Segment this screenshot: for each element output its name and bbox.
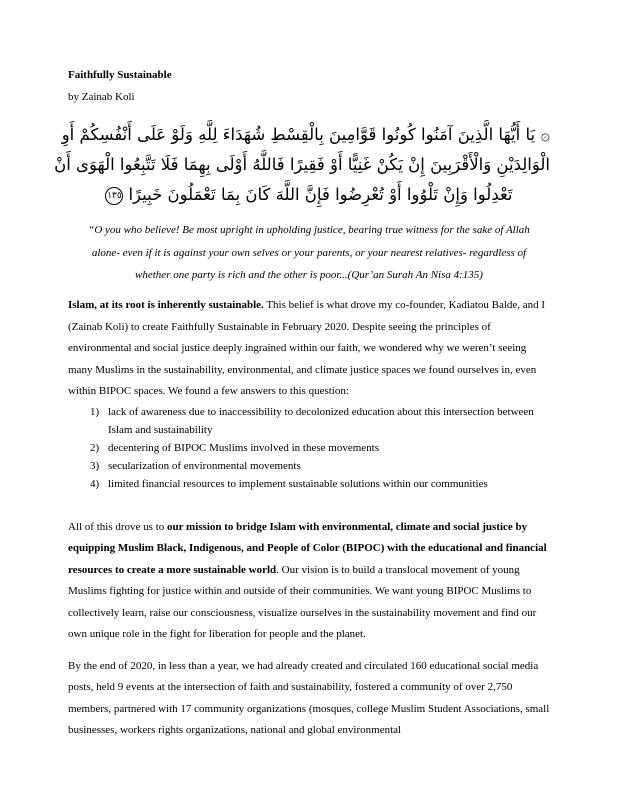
document-title: Faithfully Sustainable bbox=[68, 69, 172, 81]
paragraph-mission-lead: All of this drove us to bbox=[68, 520, 167, 533]
list-item-3-text: secularization of environmental movements bbox=[108, 459, 301, 472]
arabic-verse-line-1: ۞ يَا أَيُّهَا الَّذِينَ آمَنُوا كُونُوا قَوَّامِينَ بِالْقِسْطِ شُهَدَاءَ لِلَّهِ وَلَوْ عَلَى أَنْفُسِكُمْ أَوِ bbox=[61, 125, 550, 145]
ayah-number-medallion: ١٣٥ bbox=[105, 187, 123, 205]
translation-quote-line-3: whether one party is rich and the other is poor...(Qur’an Surah An Nisa 4:135) bbox=[135, 269, 483, 281]
list-item-4-number: 4) bbox=[90, 477, 100, 490]
list-item-1-number: 1) bbox=[90, 405, 100, 418]
paragraph-intro-bold-lead: Islam, at its root is inherently sustainable. bbox=[68, 299, 264, 312]
translation-quote bbox=[68, 219, 550, 286]
arabic-verse-line-3-text: تَعْدِلُوا وَإِنْ تَلْوُوا أَوْ تُعْرِضُوا فَإِنَّ اللَّهَ كَانَ بِمَا تَعْمَلُونَ خَبِيرًا bbox=[128, 185, 513, 205]
arabic-verse bbox=[54, 120, 550, 210]
arabic-verse-line-3 bbox=[68, 180, 550, 210]
list-item-3-number: 3) bbox=[90, 459, 100, 472]
translation-quote-line-1: “O you who believe! Be most upright in upholding justice, bearing true witness for the sake of Allah bbox=[88, 224, 530, 237]
list-item-2-text: decentering of BIPOC Muslims involved in these movements bbox=[108, 441, 379, 454]
list-item-3 bbox=[68, 457, 550, 475]
translation-quote-line-2: alone- even if it is against your own selves or your parents, or your nearest relatives- regardless of bbox=[91, 246, 527, 259]
arabic-verse-line-2: الْوَالِدَيْنِ وَالْأَقْرَبِينَ إِنْ يَكُنْ غَنِيًّا أَوْ فَقِيرًا فَاللَّهُ أَوْلَى بِهِمَا فَلَا تَتَّبِعُوا الْهَوَى أَنْ bbox=[54, 155, 550, 175]
list-item-2 bbox=[68, 439, 550, 457]
byline: by Zainab Koli bbox=[68, 90, 135, 103]
paragraph-mission-rest: . Our vision is to build a translocal movement of young Muslims fighting for justice within and outside of their communities. We want young BIPOC Muslims to collectively learn, raise our consciousness, visualize ourselves in the sustainability movement and find our own unique role in the fight for liberation for people and the planet. bbox=[68, 563, 537, 641]
list-item-1 bbox=[68, 403, 550, 439]
list-item-1-text: lack of awareness due to inaccessibility to decolonized education about this intersection between Islam and sustainability bbox=[108, 405, 534, 436]
paragraph-impact: By the end of 2020, in less than a year, we had already created and circulated 160 educational social media posts, held 9 events at the intersection of faith and sustainability, fostered a community of over 2,750 members, partnered with 17 community organizations (mosques, college Muslim Student Associations, small businesses, workers rights organizations, national and global environmental bbox=[68, 659, 550, 737]
list-item-4 bbox=[68, 475, 550, 493]
paragraph-intro bbox=[68, 295, 550, 403]
paragraph-intro-text: This belief is what drove my co-founder, Kadiatou Balde, and I (Zainab Koli) to create Faithfully Sustainable in February 2020. Despite seeing the principles of environmental and social justice deeply ingrained within our faith, we wondered why we weren’t seeing many Muslims in the sustainability, environmental, and climate justice spaces we found ourselves in, even within BIPOC spaces. We found a few answers to this question: bbox=[68, 299, 546, 398]
list-item-2-number: 2) bbox=[90, 441, 100, 454]
paragraph-mission bbox=[68, 517, 550, 646]
list-item-4-text: limited financial resources to implement sustainable solutions within our communities bbox=[108, 477, 488, 490]
answers-list bbox=[68, 403, 550, 493]
paragraph-mission-bold: our mission to bridge Islam with environmental, climate and social justice by equipping Muslim Black, Indigenous, and People of Color (BIPOC) with the educational and financial resources to create a more sustainable world bbox=[68, 520, 547, 576]
